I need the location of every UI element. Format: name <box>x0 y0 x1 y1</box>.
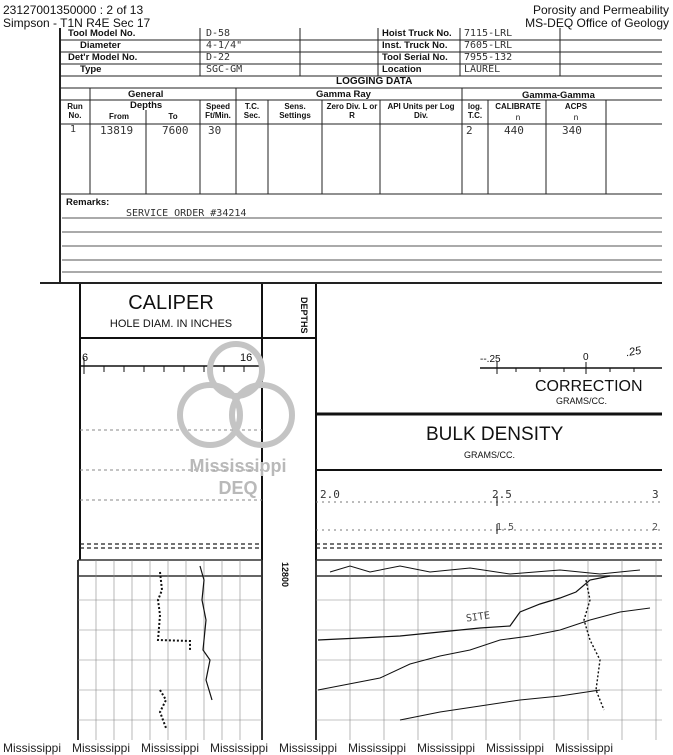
bulk-density-title: BULK DENSITY <box>426 424 564 445</box>
equip-right-label-3: Location <box>382 64 422 75</box>
equip-label-2: Det'r Model No. <box>68 52 138 63</box>
log-annotation: SITE <box>465 610 491 625</box>
document-id: 23127001350000 : 2 of 13 <box>3 3 144 17</box>
footer-word: Mississippi <box>279 741 338 755</box>
col-run: Run No. <box>67 102 83 120</box>
footer-word: Mississippi <box>486 741 545 755</box>
footer-word: Mississippi <box>417 741 476 755</box>
row-run: 1 <box>70 124 77 135</box>
equip-label-3: Type <box>80 64 102 75</box>
bulk-density-scale-1: 2.0 <box>320 488 340 501</box>
caliper-scale-right: 16 <box>240 352 253 364</box>
depth-marker: 12800 <box>280 562 290 588</box>
remarks-text: SERVICE ORDER #34214 <box>126 208 247 219</box>
remarks-label: Remarks: <box>66 197 110 208</box>
watermark-line-2: DEQ <box>218 478 258 498</box>
correction-title: CORRECTION <box>535 378 643 395</box>
bulk-density-alt-mid: 1.5 <box>496 522 515 533</box>
equip-right-value-3: LAUREL <box>464 64 501 75</box>
row-speed: 30 <box>208 124 222 137</box>
bulk-density-scale-3: 3 <box>652 488 659 501</box>
logging-data-title: LOGGING DATA <box>336 76 413 87</box>
footer-word: Mississippi <box>555 741 614 755</box>
col-from: From <box>109 112 129 121</box>
row-acps: 340 <box>562 124 582 137</box>
col-zero: Zero Div. L or R <box>326 102 378 120</box>
col-speed: Speed Ft/Min. <box>205 102 231 120</box>
row-from: 13819 <box>100 124 134 137</box>
caliper-scale-left: 6 <box>82 352 89 364</box>
caliper-subtitle: HOLE DIAM. IN INCHES <box>109 318 233 330</box>
equip-right-label-2: Tool Serial No. <box>382 52 448 63</box>
correction-scale-left: --.25 <box>480 354 501 365</box>
equip-right-label-0: Hoist Truck No. <box>382 28 452 39</box>
row-calibrate: 440 <box>504 124 524 137</box>
correction-scale-right: .25 <box>625 344 643 360</box>
equip-right-value-2: 7955-132 <box>464 52 513 63</box>
equip-value-3: SGC-GM <box>206 64 243 75</box>
equip-label-1: Diameter <box>80 40 121 51</box>
col-acps: ACPS <box>564 102 588 111</box>
gamma-ray-header: Gamma Ray <box>316 89 371 100</box>
footer-word: Mississippi <box>72 741 131 755</box>
bulk-density-scale-2: 2.5 <box>492 488 512 501</box>
document-category: Porosity and Permeability <box>532 3 669 17</box>
calibrate-sub: n <box>515 113 521 122</box>
col-log-tc: log. T.C. <box>467 102 483 120</box>
equip-label-0: Tool Model No. <box>68 28 136 39</box>
correction-units: GRAMS/CC. <box>556 396 608 406</box>
correction-scale-mid: 0 <box>583 352 589 363</box>
general-header: General <box>128 89 164 100</box>
footer-word: Mississippi <box>141 741 200 755</box>
well-location: Simpson - T1N R4E Sec 17 <box>3 16 151 30</box>
agency-name: MS-DEQ Office of Geology <box>525 16 669 30</box>
acps-sub: n <box>573 113 579 122</box>
footer-word: Mississippi <box>348 741 407 755</box>
footer-watermark-row <box>3 741 673 755</box>
footer-word: Mississippi <box>210 741 269 755</box>
equip-right-value-1: 7605-LRL <box>464 40 513 51</box>
equip-right-value-0: 7115-LRL <box>464 28 513 39</box>
equip-value-2: D-22 <box>206 52 231 63</box>
depths-header: Depths <box>130 100 163 111</box>
bulk-density-units: GRAMS/CC. <box>464 450 516 460</box>
row-log-tc: 2 <box>466 124 473 137</box>
col-api: API Units per Log Div. <box>387 102 455 120</box>
bulk-density-alt-right: 2 <box>652 522 659 533</box>
col-sens: Sens. Settings <box>279 102 311 120</box>
gamma-gamma-header: Gamma-Gamma <box>522 90 595 101</box>
col-calibrate: CALIBRATE <box>495 102 541 111</box>
footer-word: Mississippi <box>3 741 62 755</box>
row-to: 7600 <box>162 124 189 137</box>
watermark-line-1: Mississippi <box>189 456 287 476</box>
equip-value-1: 4-1/4" <box>206 40 243 51</box>
equip-value-0: D-58 <box>206 28 231 39</box>
col-tc: T.C. Sec. <box>243 102 261 120</box>
col-to: To <box>168 112 178 121</box>
caliper-title: CALIPER <box>128 292 214 314</box>
equip-right-label-1: Inst. Truck No. <box>382 40 448 51</box>
depths-label: DEPTHS <box>299 296 309 334</box>
